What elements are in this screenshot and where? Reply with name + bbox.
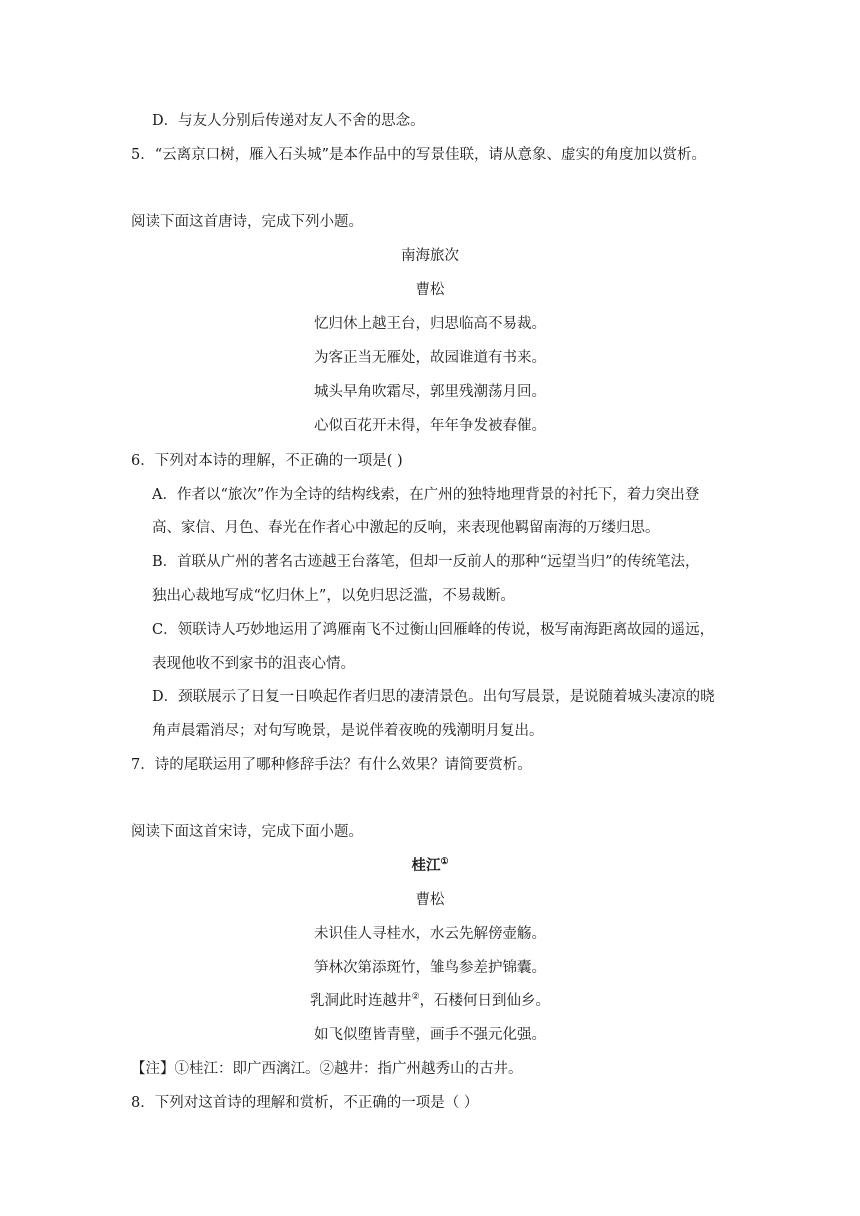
question-8: 8．下列对这首诗的理解和赏析，不正确的一项是（ ） — [131, 1095, 479, 1111]
poem-line-3: 城头早角吹霜尽，郭里残潮荡月回。 — [314, 384, 546, 400]
poem-title-guijiang — [0, 856, 860, 876]
q6-option-d-line2: 角声晨霜消尽；对句写晚景，是说伴着夜晚的残潮明月复出。 — [152, 723, 544, 739]
section-2-intro: 阅读下面这首唐诗，完成下列小题。 — [131, 214, 363, 230]
poem2-line-1: 未识佳人寻桂水，水云先解傍壶觞。 — [314, 926, 546, 942]
line-footnote-marker: ② — [411, 992, 420, 1003]
poem-line-1: 忆归休上越王台，归思临高不易裁。 — [314, 316, 546, 332]
poem-line-4: 心似百花开未得，年年争发被春催。 — [314, 418, 546, 434]
q6-option-c-line2: 表现他收不到家书的沮丧心情。 — [152, 656, 355, 672]
question-6: 6．下列对本诗的理解，不正确的一项是( ) — [131, 453, 403, 469]
q6-option-b-line1: B．首联从广州的著名古迹越王台落笔，但却一反前人的那种“远望当归”的传统笔法， — [152, 554, 700, 570]
question-5: 5．“云离京口树，雁入石头城”是本作品中的写景佳联，请从意象、虚实的角度加以赏析。 — [131, 147, 707, 163]
q6-option-d-line1: D．颈联展示了日复一日唤起作者归思的凄清景色。出句写晨景，是说随着城头凄凉的晓 — [152, 689, 715, 705]
q6-option-c-line1: C．领联诗人巧妙地运用了鸿雁南飞不过衡山回雁峰的传说，极写南海距离故园的遥远， — [152, 622, 715, 638]
poem2-line-3-part2: ，石楼何日到仙乡。 — [419, 993, 551, 1009]
q4-option-d: D．与友人分别后传递对友人不舍的思念。 — [152, 113, 425, 129]
poem-line-2: 为客正当无雁处，故园谁道有书来。 — [314, 350, 546, 366]
poem-title-nanhai: 南海旅次 — [401, 248, 459, 264]
section-3-intro: 阅读下面这首宋诗，完成下面小题。 — [131, 824, 363, 840]
poem-author: 曹松 — [415, 282, 445, 298]
poem2-line-2: 笋林次第添斑竹，雏鸟参差护锦囊。 — [314, 960, 546, 976]
q6-option-a-line2: 高、家信、月色、春光在作者心中激起的反响，来表现他羁留南海的万缕归思。 — [152, 520, 660, 536]
poem2-line-3-part1: 乳洞此时连越井 — [309, 993, 412, 1009]
poem2-line-4: 如飞似堕皆青壁，画手不强元化强。 — [314, 1027, 546, 1043]
poem-title-text: 桂江 — [411, 857, 441, 874]
q6-option-b-line2: 独出心裁地写成“忆归休上”，以免归思泛滥，不易裁断。 — [152, 588, 515, 604]
q6-option-a-line1: A．作者以“旅次”作为全诗的结构线索，在广州的独特地理背景的衬托下，着力突出登 — [152, 487, 700, 503]
title-footnote-marker: ① — [440, 857, 449, 868]
poem-author-2: 曹松 — [415, 892, 445, 908]
annotation-note: 【注】①桂江：即广西漓江。②越井：指广州越秀山的古井。 — [131, 1061, 523, 1077]
poem2-line-3 — [0, 991, 860, 1011]
question-7: 7．诗的尾联运用了哪种修辞手法？有什么效果？请简要赏析。 — [131, 757, 532, 773]
